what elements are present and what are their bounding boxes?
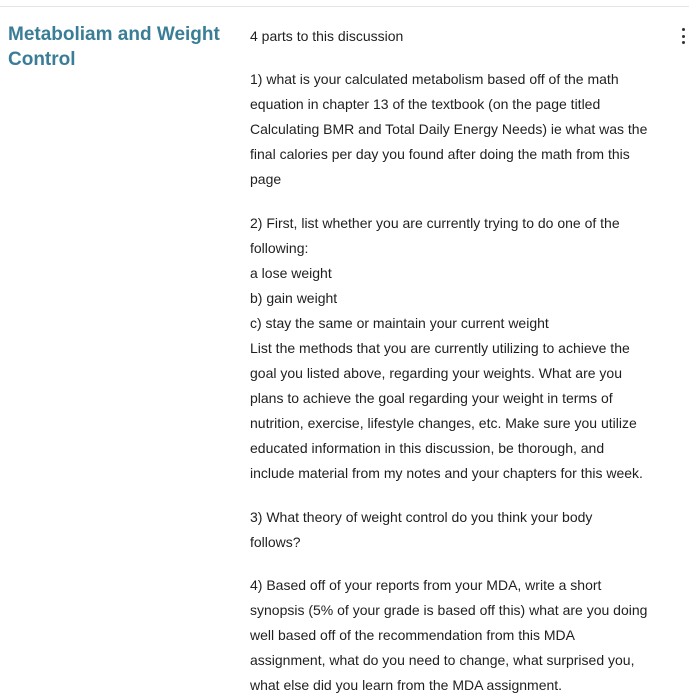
kebab-dot (682, 41, 685, 44)
part2-line: nutrition, exercise, lifestyle changes, etc. Make sure you utilize (250, 415, 637, 431)
part2-line: plans to achieve the goal regarding your weight in terms of (250, 390, 613, 406)
kebab-menu-icon[interactable] (680, 28, 686, 44)
part3-line: follows? (250, 534, 301, 550)
part2-line: goal you listed above, regarding your weights. What are you (250, 365, 622, 381)
part1-line: 1) what is your calculated metabolism based off of the math (250, 71, 619, 87)
part4-line: well based off of the recommendation from this MDA (250, 627, 576, 643)
part2-line: List the methods that you are currently utilizing to achieve the (250, 340, 630, 356)
part4-line: assignment, what do you need to change, what surprised you, (250, 652, 635, 668)
page-title-line-1: Metaboliam and Weight (8, 24, 220, 45)
discussion-intro: 4 parts to this discussion (250, 28, 404, 44)
page-title (8, 22, 240, 72)
part1-line: equation in chapter 13 of the textbook (on the page titled (250, 96, 601, 112)
part4-line: what else did you learn from the MDA assignment. (250, 677, 563, 693)
top-divider (0, 6, 689, 7)
kebab-dot (682, 28, 685, 31)
kebab-dot (682, 35, 685, 38)
part4-line: 4) Based off of your reports from your MDA, write a short (250, 577, 602, 593)
part1-line: page (250, 171, 282, 187)
part2-line: educated information in this discussion, be thorough, and (250, 440, 605, 456)
part1-line: Calculating BMR and Total Daily Energy Needs) ie what was the (250, 121, 648, 137)
part2-option-c: c) stay the same or maintain your current weight (250, 315, 549, 331)
part3-line: 3) What theory of weight control do you think your body (250, 509, 593, 525)
part2-option-b: b) gain weight (250, 290, 338, 306)
part2-option-a: a lose weight (250, 265, 332, 281)
part2-line: include material from my notes and your chapters for this week. (250, 465, 643, 481)
part2-line: 2) First, list whether you are currently trying to do one of the (250, 215, 620, 231)
page-title-line-2: Control (8, 49, 76, 70)
part4-line: synopsis (5% of your grade is based off this) what are you doing (250, 602, 648, 618)
part2-line: following: (250, 240, 309, 256)
part1-line: final calories per day you found after doing the math from this (250, 146, 630, 162)
